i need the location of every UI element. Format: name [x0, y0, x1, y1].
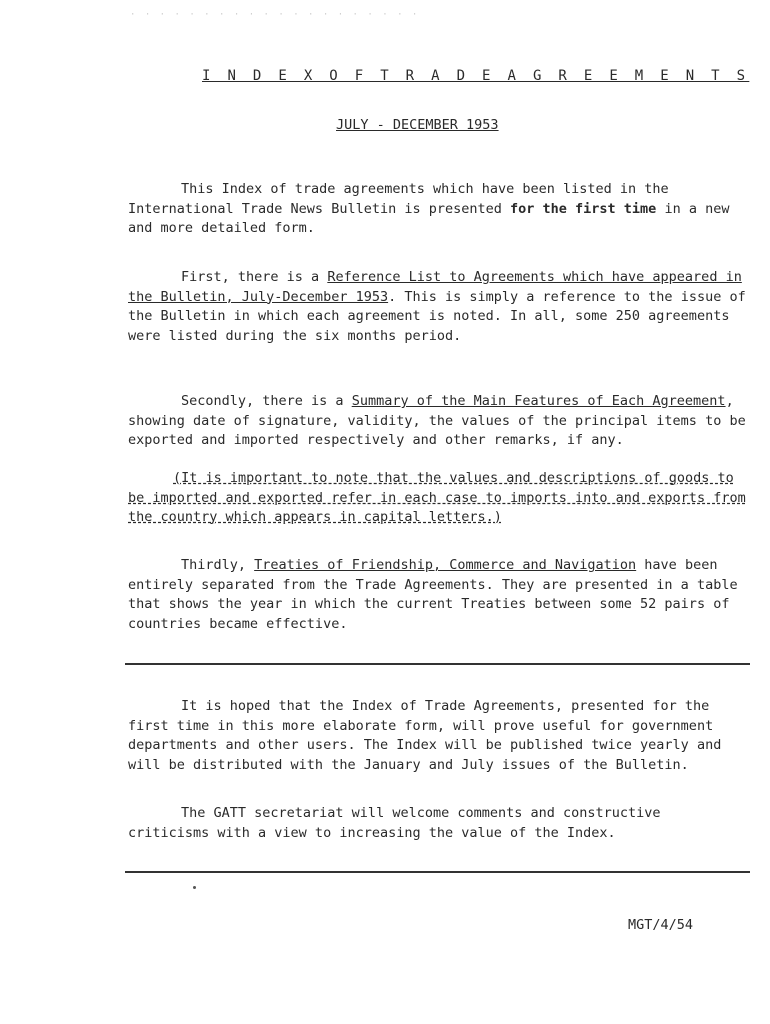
- hope-paragraph: It is hoped that the Index of Trade Agreements, presented for the first time in this more elaborate form, will prove useful for government departments and other users. The Index will be published twice yearly and will be distributed with the January and July issues of the Bulletin.: [128, 698, 722, 773]
- second-paragraph: [128, 392, 748, 451]
- intro-text-b: in a new and more detailed form.: [128, 200, 730, 236]
- third-lead: Thirdly,: [181, 557, 255, 573]
- document-period: JULY - DECEMBER 1953: [336, 117, 499, 133]
- scan-artifact: · · · · · · · · · · · · · · · · · · · ·: [130, 10, 420, 20]
- intro-paragraph: [128, 180, 748, 239]
- document-title: I N D E X O F T R A D E A G R E E M E N T S: [202, 68, 750, 84]
- bottom-divider: [125, 871, 750, 873]
- important-note: [128, 469, 748, 528]
- summary-title: Summary of the Main Features of Each Agreement: [351, 393, 726, 409]
- treaties-title: Treaties of Friendship, Commerce and Navigation: [254, 557, 637, 573]
- document-reference: MGT/4/54: [628, 917, 694, 933]
- important-note-text: (It is important to note that the values and descriptions of goods to be imported and exported refer in each case to imports into and exports from the country which appears in capital letters.): [128, 470, 746, 525]
- third-paragraph: [128, 556, 748, 634]
- section-divider: [125, 663, 750, 665]
- second-text: , showing date of signature, validity, the values of the principal items to be exported and imported respectively and other remarks, if any.: [128, 393, 746, 448]
- first-paragraph: [128, 268, 748, 346]
- scan-speck: [193, 886, 196, 889]
- second-lead: Secondly, there is a: [181, 393, 352, 409]
- intro-text-a: This Index of trade agreements which have been listed in the International Trade News Bulletin is presented: [128, 181, 669, 217]
- intro-bold: for the first time: [510, 200, 657, 217]
- first-text: . This is simply a reference to the issue of the Bulletin in which each agreement is noted. In all, some 250 agreements were listed during the six months period.: [128, 288, 746, 344]
- first-lead: First, there is a: [181, 269, 328, 285]
- gatt-paragraph: The GATT secretariat will welcome comments and constructive criticisms with a view to increasing the value of the Index.: [128, 805, 661, 841]
- reference-list-title: Reference List to Agreements which have appeared in the Bulletin, July-December 1953: [128, 269, 742, 305]
- third-text: have been entirely separated from the Trade Agreements. They are presented in a table that shows the year in which the current Treaties between some 52 pairs of countries became effective.: [128, 557, 738, 632]
